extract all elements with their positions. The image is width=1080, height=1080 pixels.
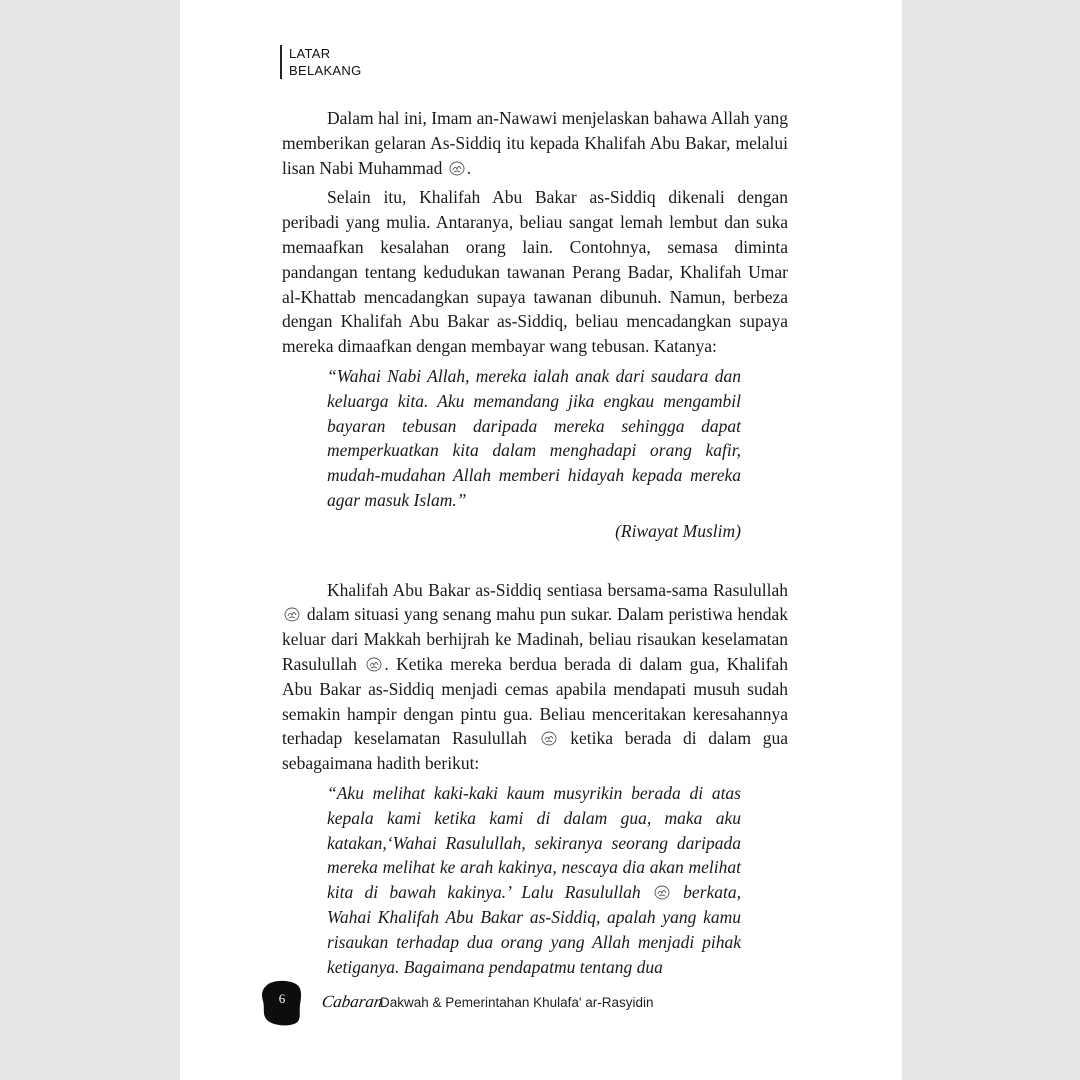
series-brand: Cabaran <box>320 992 384 1011</box>
hadith-quote-2 <box>327 781 741 979</box>
book-page <box>180 0 902 1080</box>
paragraph-3-part-b: dalam situasi yang senang mahu pun sukar. Dalam peristiwa hendak keluar dari Makkah berhijrah ke Madinah, beliau risaukan keselamatan Rasulullah <box>282 604 788 674</box>
paragraph-1-end: . <box>466 157 472 178</box>
section-header <box>280 45 361 79</box>
saw-calligraphy-icon <box>449 161 465 176</box>
paragraph-1-text: Dalam hal ini, Imam an-Nawawi menjelaskan bahawa Allah yang memberikan gelaran As-Siddiq itu kepada Khalifah Abu Bakar, melalui lisan Nabi Muhammad <box>282 108 788 178</box>
paragraph-3-part-c: . Ketika mereka berdua berada di dalam gua, Khalifah Abu Bakar as-Siddiq menjadi cemas apabila mendapati musuh sudah semakin hampir dengan pintu gua. Beliau menceritakan keresahannya terhadap keselamatan Rasulullah <box>282 653 789 749</box>
hadith-quote-1: “Wahai Nabi Allah, mereka ialah anak dari saudara dan keluarga kita. Aku memandang jika engkau mengambil bayaran tebusan daripada mereka sehingga dapat memperkuatkan kita dalam menghadapi orang kafir, mudah-mudahan Allah memberi hidayah kepada mereka agar masuk Islam.” <box>327 365 741 510</box>
saw-calligraphy-icon <box>541 731 557 746</box>
section-header-line1: LATAR <box>289 46 331 61</box>
hadith-source-1: (Riwayat Muslim) <box>615 520 741 541</box>
book-title: Dakwah & Pemerintahan Khulafa' ar-Rasyidin <box>380 995 654 1010</box>
paragraph-2: Selain itu, Khalifah Abu Bakar as-Siddiq dikenali dengan peribadi yang mulia. Antaranya, beliau sangat lemah lembut dan suka memaafkan kesalahan orang lain. Contohnya, semasa diminta pandangan tentang kedudukan tawanan Perang Badar, Khalifah Umar al-Khattab mencadangkan supaya tawanan dibunuh. Namun, berbeza dengan Khalifah Abu Bakar as-Siddiq, beliau mencadangkan supaya mereka dimaafkan dengan membayar wang tebusan. Katanya: <box>282 187 788 357</box>
paragraph-1 <box>282 106 788 180</box>
hadith-quote-2-part-a: “Aku melihat kaki-kaki kaum musyrikin berada di atas kepala kami ketika kami di dalam gua, maka aku katakan,‘Wahai Rasulullah, sekiranya seorang daripada mereka melihat ke arah kakinya, nescaya dia akan melihat kita di bawah kakinya.’ Lalu Rasulullah <box>327 782 741 903</box>
section-header-line2: BELAKANG <box>289 63 362 78</box>
saw-calligraphy-icon <box>366 657 382 672</box>
page-footer <box>260 978 820 1028</box>
saw-calligraphy-icon <box>654 885 670 900</box>
paragraph-3 <box>282 578 788 776</box>
page-number: 6 <box>278 991 286 1006</box>
paragraph-3-part-d: ketika berada di dalam gua sebagaimana hadith berikut: <box>282 728 788 774</box>
body-text <box>282 106 788 979</box>
saw-calligraphy-icon <box>284 607 300 622</box>
paragraph-3-part-a: Khalifah Abu Bakar as-Siddiq sentiasa bersama-sama Rasulullah <box>327 579 788 600</box>
page-number-badge <box>260 978 304 1026</box>
hadith-quote-2-part-b: berkata, Wahai Khalifah Abu Bakar as-Siddiq, apalah yang kamu risaukan terhadap dua orang yang Allah menjadi pihak ketiganya. Bagaimana pendapatmu tentang dua <box>327 882 742 977</box>
